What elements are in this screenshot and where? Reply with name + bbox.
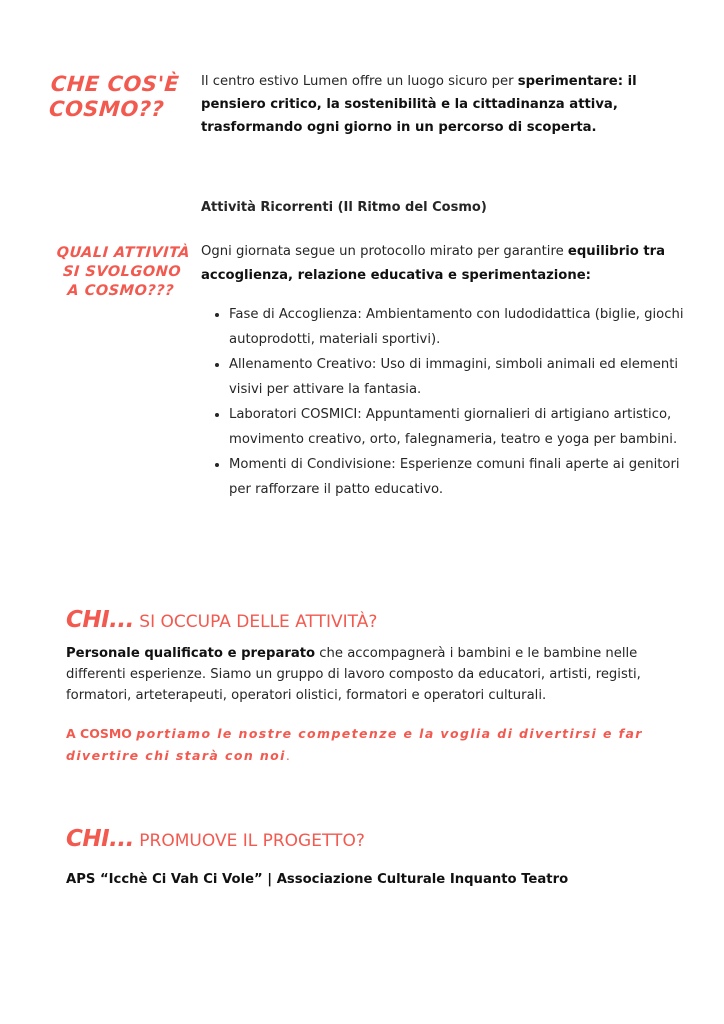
what-is-cosmo-text [201,70,671,139]
who-quote-bold: A COSMO [66,726,137,741]
activities-title-line2: SI SVOLGONO [62,264,182,280]
activities-title-line1: QUALI ATTIVITÀ [56,245,191,261]
activities-intro [201,240,671,288]
what-text-bold: sperimentare: il pensiero critico, la sostenibilità e la cittadinanza attiva, trasformando ogni giorno in un percorso di scoperta. [201,74,637,135]
list-item: • Laboratori COSMICI: Appuntamenti giornalieri di artigiano artistico, movimento creativo, orto, falegnameria, teatro e yoga per bambini. [229,403,699,452]
activities-list [201,303,699,503]
who-text-bold: Personale qualificato e preparato [66,646,316,661]
who-quote [66,723,666,767]
who-quote-end: . [285,748,290,763]
what-is-cosmo-title [48,72,191,122]
list-item: • Allenamento Creativo: Uso di immagini, simboli animali ed elementi visivi per attivare la fantasia. [229,353,699,402]
activities-intro-bold: equilibrio tra accoglienza, relazione educativa e sperimentazione: [201,244,666,283]
who-quote-italic: portiamo le nostre competenze e la voglia di divertirsi e far divertire chi starà con noi [66,726,643,763]
list-item: • Momenti di Condivisione: Esperienze comuni finali aperte ai genitori per rafforzare il patto educativo. [229,453,699,502]
who-head-rest: SI OCCUPA DELLE ATTIVITÀ? [133,612,378,632]
what-text-plain: Il centro estivo Lumen offre un luogo sicuro per [201,74,518,89]
activities-intro-plain: Ogni giornata segue un protocollo mirato per garantire [201,244,568,259]
who-text [66,643,666,706]
activities-title-line3: A COSMO??? [66,283,175,299]
promoter-head-big: CHI... [66,826,134,852]
activities-heading: Attività Ricorrenti (Il Ritmo del Cosmo) [201,200,487,215]
who-text-plain: che accompagnerà i bambini e le bambine nelle differenti esperienze. Siamo un gruppo di lavoro composto da educatori, artisti, registi, formatori, arteterapeuti, operatori olistici, formatori e operatori culturali. [66,646,641,703]
activities-side-title [50,244,194,301]
promoter-head-rest: PROMUOVE IL PROGETTO? [133,831,365,851]
list-item: • Fase di Accoglienza: Ambientamento con ludodidattica (biglie, giochi autoprodotti, materiali sportivi). [229,303,699,352]
who-head-big: CHI... [66,607,134,633]
what-title-line2: COSMO?? [48,97,166,121]
promoter-text: APS “Icchè Ci Vah Ci Vole” | Associazione Culturale Inquanto Teatro [66,872,569,887]
who-section-heading [66,607,377,633]
what-title-line1: CHE COS'È [50,72,181,96]
promoter-section-heading [66,826,365,852]
